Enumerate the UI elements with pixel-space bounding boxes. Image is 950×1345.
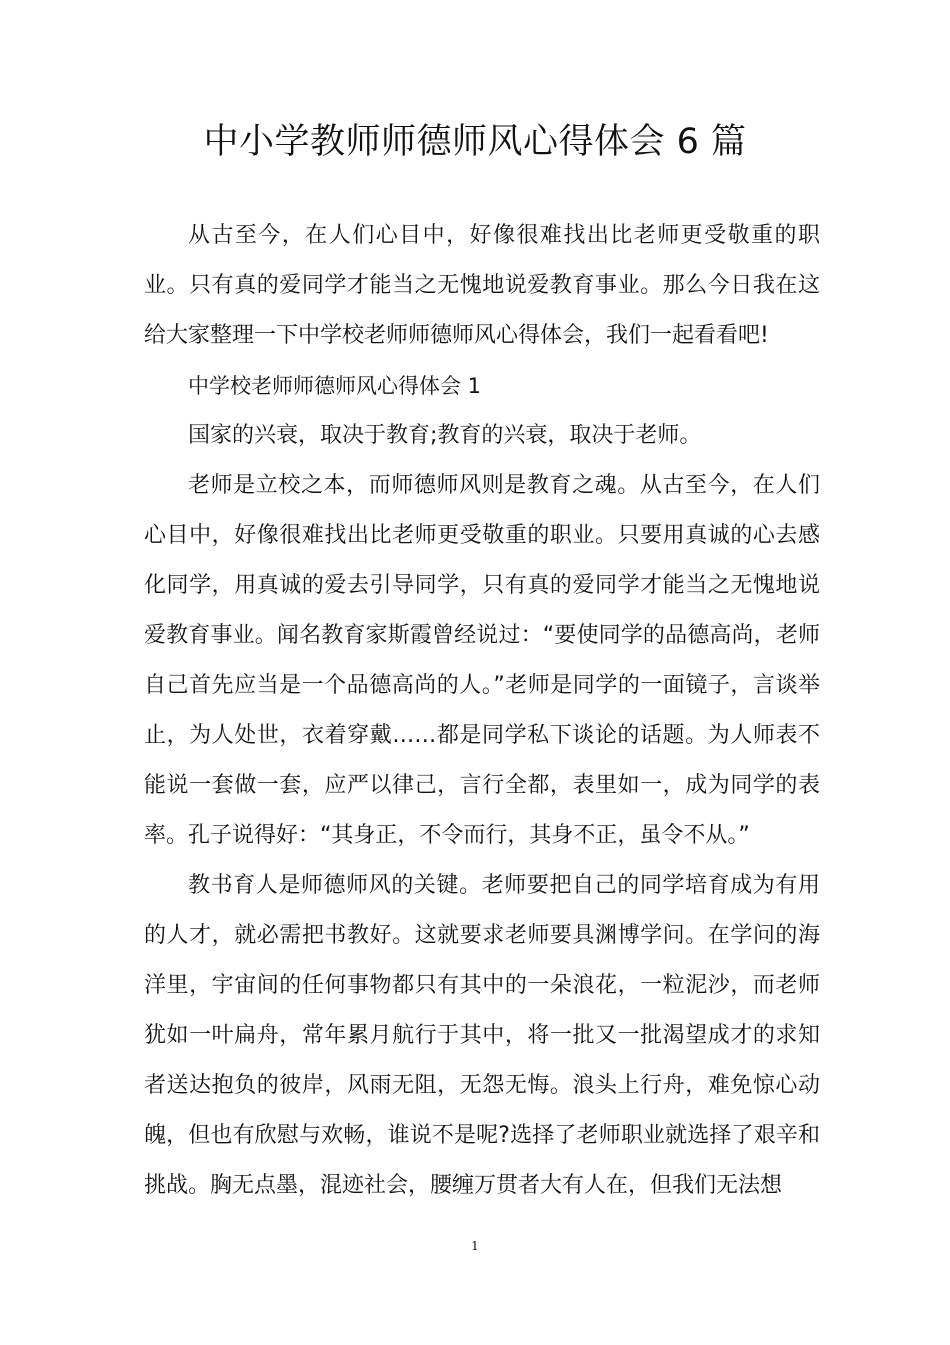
body-paragraph-3: 教书育人是师德师风的关键。老师要把自己的同学培育成为有用的人才，就必需把书教好。这就要求老师要具渊博学问。在学问的海洋里，宇宙间的任何事物都只有其中的一朵浪花，一粒泥沙，而老师犹如一叶扁舟，常年累月航行于其中，将一批又一批渴望成才的求知者送达抱负的彼岸，风雨无阻，无怨无悔。浪头上行舟，难免惊心动魄，但也有欣慰与欢畅，谁说不是呢?选择了老师职业就选择了艰辛和挑战。胸无点墨，混迹社会，腰缠万贯者大有人在，但我们无法想 xyxy=(144,873,820,1198)
body-paragraph-1: 国家的兴衰，取决于教育;教育的兴衰，取决于老师。 xyxy=(188,423,702,448)
intro-paragraph: 从古至今，在人们心目中，好像很难找出比老师更受敬重的职业。只有真的爱同学才能当之无愧地说爱教育事业。那么今日我在这给大家整理一下中学校老师师德师风心得体会，我们一起看看吧! xyxy=(144,223,820,348)
page-number: 1 xyxy=(471,1239,479,1253)
section-heading: 中学校老师师德师风心得体会 1 xyxy=(188,374,482,398)
body-paragraph-2: 老师是立校之本，而师德师风则是教育之魂。从古至今，在人们心目中，好像很难找出比老师更受敬重的职业。只要用真诚的心去感化同学，用真诚的爱去引导同学，只有真的爱同学才能当之无愧地说爱教育事业。闻名教育家斯霞曾经说过：“要使同学的品德高尚，老师自己首先应当是一个品德高尚的人。”老师是同学的一面镜子，言谈举止，为人处世，衣着穿戴……都是同学私下谈论的话题。为人师表不能说一套做一套，应严以律己，言行全都，表里如一，成为同学的表率。孔子说得好：“其身正，不令而行，其身不正，虽令不从。” xyxy=(144,473,820,848)
document-body xyxy=(144,211,820,1211)
document-title: 中小学教师师德师风心得体会 6 篇 xyxy=(203,122,747,162)
